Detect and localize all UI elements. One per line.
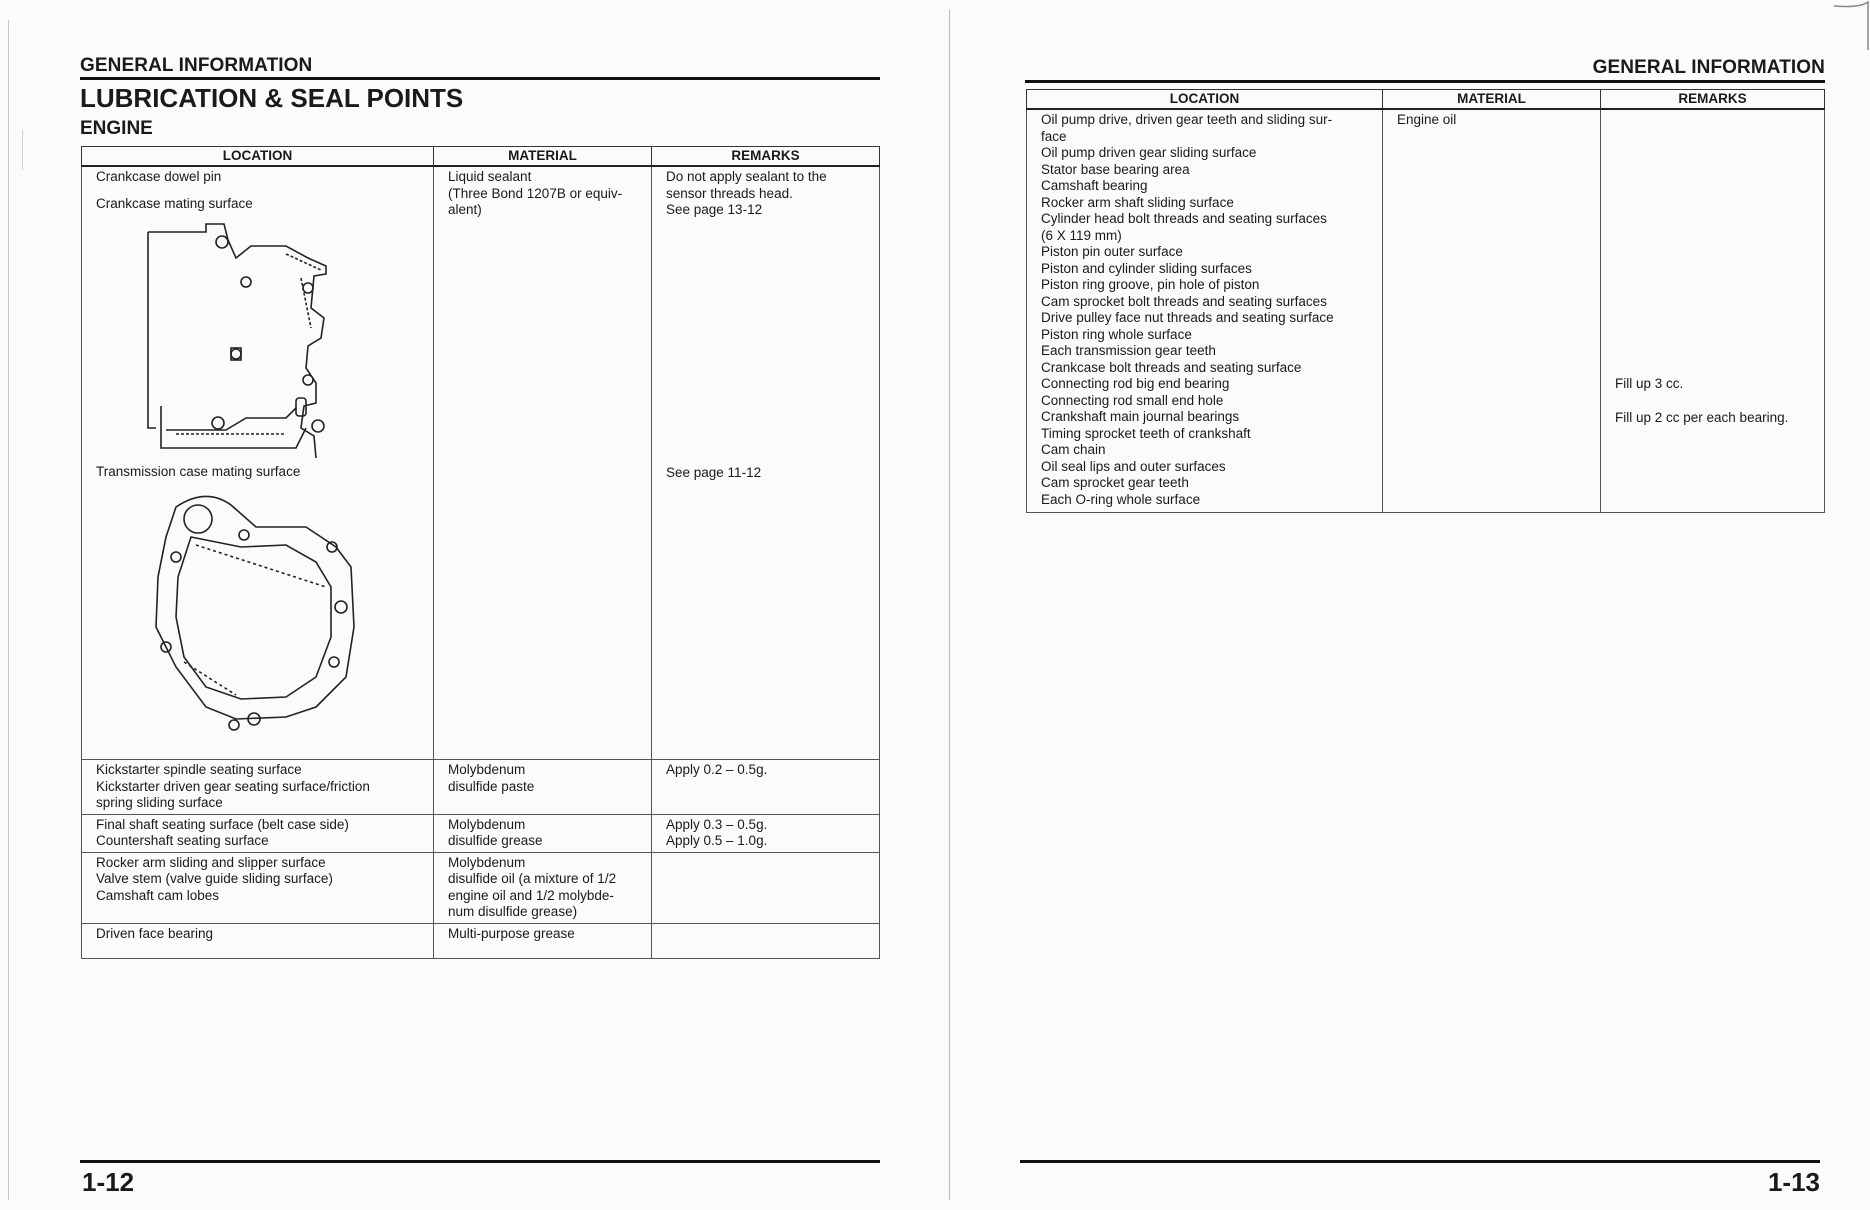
lubrication-table-engine	[81, 146, 880, 959]
location-text: Connecting rod big end bearing	[1041, 376, 1230, 391]
page-title: LUBRICATION & SEAL POINTS	[80, 83, 464, 113]
remarks-text: Apply 0.5 – 1.0g.	[666, 833, 768, 848]
location-cell	[82, 923, 434, 958]
remarks-text: Apply 0.3 – 0.5g.	[666, 816, 768, 832]
location-text: Kickstarter driven gear seating surface/friction	[96, 778, 370, 794]
material-text: Molybdenum	[448, 854, 526, 870]
table-row	[82, 166, 880, 760]
location-text: Valve stem (valve guide sliding surface)	[96, 871, 333, 886]
remarks-text: Do not apply sealant to the	[666, 169, 827, 184]
remarks-text: See page 11-12	[666, 464, 762, 480]
location-text: spring sliding surface	[96, 795, 223, 810]
section-header: GENERAL INFORMATION	[1592, 57, 1825, 78]
location-text: Camshaft bearing	[1041, 178, 1148, 193]
location-text: (6 X 119 mm)	[1041, 227, 1122, 243]
table-header-row	[82, 147, 880, 167]
footer-rule	[1020, 1160, 1820, 1163]
material-cell	[434, 814, 652, 852]
table-row	[82, 760, 880, 815]
material-text: Multi-purpose grease	[448, 925, 575, 941]
location-text: Cam sprocket gear teeth	[1041, 475, 1189, 490]
remarks-text: See page 13-12	[666, 202, 763, 217]
table-header-row	[1027, 90, 1825, 110]
location-cell	[82, 852, 434, 923]
location-text: Camshaft cam lobes	[96, 887, 220, 903]
table-row	[1027, 109, 1825, 513]
material-cell	[434, 852, 652, 923]
remarks-text: Apply 0.2 – 0.5g.	[666, 762, 768, 777]
footer-rule	[80, 1160, 880, 1163]
column-header-material: MATERIAL	[1383, 90, 1601, 110]
material-text: Molybdenum	[448, 762, 526, 777]
material-text: Engine oil	[1397, 112, 1457, 127]
location-text: Piston ring groove, pin hole of piston	[1041, 277, 1260, 292]
material-text: disulfide paste	[448, 778, 535, 794]
material-cell	[434, 166, 652, 760]
column-header-location: LOCATION	[82, 147, 434, 167]
transmission-case-mating-surface-diagram	[136, 487, 376, 737]
material-text: (Three Bond 1207B or equiv-	[448, 185, 623, 201]
material-text: num disulfide grease)	[448, 904, 578, 919]
location-cell	[82, 814, 434, 852]
material-text: Liquid sealant	[448, 169, 532, 184]
location-text: Cylinder head bolt threads and seating surfaces	[1041, 211, 1327, 226]
remarks-cell	[652, 166, 880, 760]
location-text: Countershaft seating surface	[96, 833, 269, 848]
material-cell	[434, 760, 652, 815]
crankcase-mating-surface-diagram	[136, 218, 366, 458]
location-text: Connecting rod small end hole	[1041, 392, 1224, 408]
material-text: disulfide grease	[448, 833, 543, 848]
location-text: Crankcase bolt threads and seating surface	[1041, 359, 1302, 375]
remarks-cell	[652, 852, 880, 923]
remarks-cell	[652, 760, 880, 815]
remarks-cell	[652, 814, 880, 852]
table-row	[82, 923, 880, 958]
location-text: Rocker arm shaft sliding surface	[1041, 194, 1234, 210]
table-row	[82, 852, 880, 923]
material-text: disulfide oil (a mixture of 1/2	[448, 871, 617, 886]
remarks-cell	[652, 923, 880, 958]
location-text: Kickstarter spindle seating surface	[96, 762, 302, 777]
location-cell	[82, 760, 434, 815]
location-text: Piston ring whole surface	[1041, 326, 1192, 342]
table-row	[82, 814, 880, 852]
remarks-text: Fill up 3 cc.	[1615, 376, 1684, 391]
location-text: Stator base bearing area	[1041, 161, 1190, 177]
remarks-cell	[1601, 109, 1825, 513]
location-text: Crankcase dowel pin	[96, 169, 222, 184]
material-text: engine oil and 1/2 molybde-	[448, 887, 614, 903]
right-page	[950, 0, 1870, 1210]
location-text: Transmission case mating surface	[96, 464, 301, 479]
location-text: Oil pump driven gear sliding surface	[1041, 145, 1257, 160]
location-text: Each O-ring whole surface	[1041, 491, 1201, 507]
location-cell	[82, 166, 434, 760]
remarks-text: Fill up 2 cc per each bearing.	[1615, 409, 1789, 425]
location-text: Driven face bearing	[96, 925, 214, 941]
page-number: 1-13	[1767, 1167, 1820, 1197]
remarks-text: sensor threads head.	[666, 185, 793, 201]
lubrication-table-engine-oil	[1026, 89, 1825, 513]
location-text: Piston pin outer surface	[1041, 244, 1183, 259]
location-text: Final shaft seating surface (belt case side)	[96, 816, 349, 832]
location-text: Oil seal lips and outer surfaces	[1041, 458, 1226, 474]
location-text: Piston and cylinder sliding surfaces	[1041, 260, 1252, 276]
location-text: Crankcase mating surface	[96, 195, 253, 211]
column-header-material: MATERIAL	[434, 147, 652, 167]
location-text: Drive pulley face nut threads and seating surface	[1041, 310, 1334, 325]
material-cell	[1383, 109, 1601, 513]
location-text: face	[1041, 128, 1067, 144]
column-header-location: LOCATION	[1027, 90, 1383, 110]
material-cell	[434, 923, 652, 958]
location-text: Oil pump drive, driven gear teeth and sliding sur-	[1041, 112, 1333, 127]
location-text: Cam sprocket bolt threads and seating surfaces	[1041, 293, 1327, 309]
header-rule	[80, 77, 880, 80]
location-text: Crankshaft main journal bearings	[1041, 409, 1240, 424]
header-rule	[1025, 80, 1825, 83]
section-header: GENERAL INFORMATION	[80, 55, 313, 76]
section-subtitle: ENGINE	[80, 118, 153, 139]
location-text: Cam chain	[1041, 442, 1106, 457]
material-text: Molybdenum	[448, 816, 526, 832]
page-number: 1-12	[82, 1167, 135, 1197]
location-text: Rocker arm sliding and slipper surface	[96, 854, 326, 870]
location-text: Timing sprocket teeth of crankshaft	[1041, 425, 1251, 441]
location-cell	[1027, 109, 1383, 513]
location-text: Each transmission gear teeth	[1041, 343, 1216, 358]
column-header-remarks: REMARKS	[652, 147, 880, 167]
material-text: alent)	[448, 202, 482, 217]
column-header-remarks: REMARKS	[1601, 90, 1825, 110]
